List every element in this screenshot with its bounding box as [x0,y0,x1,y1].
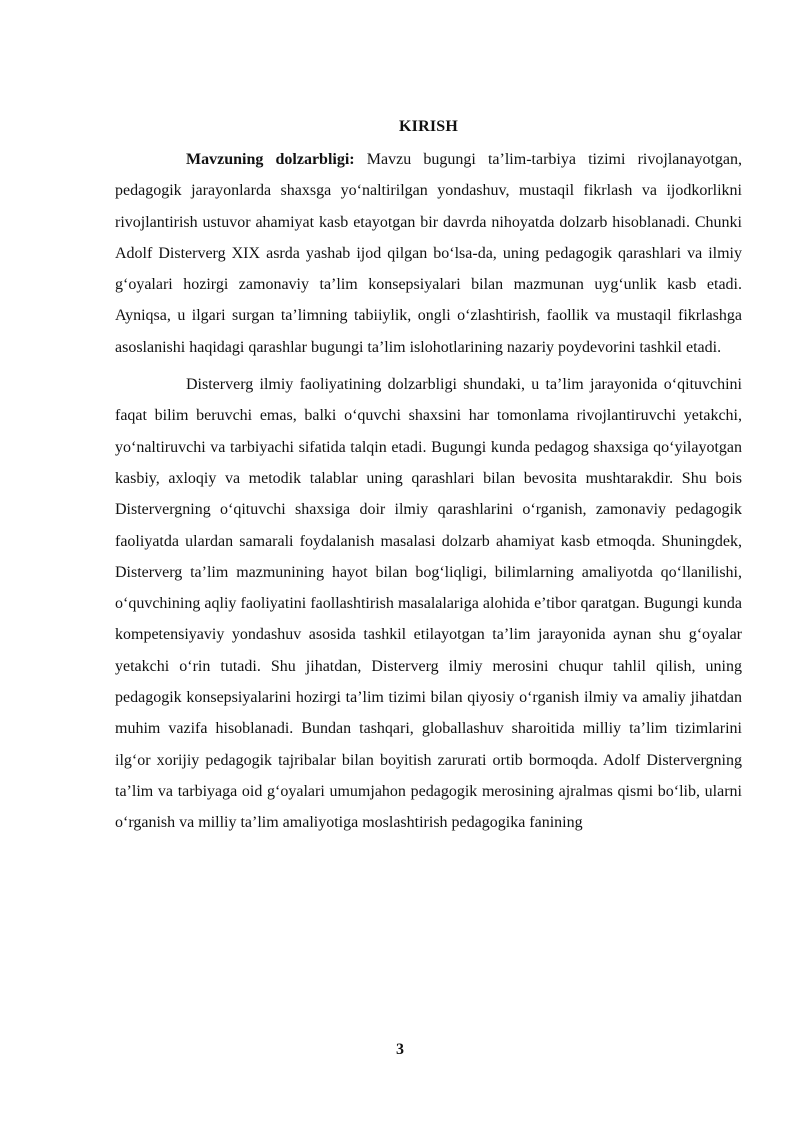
section-title: KIRISH [399,118,458,135]
paragraph-lead: Mavzuning dolzarbligi: [186,151,355,168]
paragraph-disterverg: Disterverg ilmiy faoliyatining dolzarbligi shundaki, u ta’lim jarayonida o‘qituvchini faqat bilim beruvchi emas, balki o‘quvchi shaxsini har tomonlama rivojlantiruvchi yetakchi, yo‘naltiruvchi va tarbiyachi sifatida talqin etadi. Bugungi kunda pedagog shaxsiga qo‘yilayotgan kasbiy, axloqiy va metodik talablar uning qarashlari bilan bevosita mushtarakdir. Shu bois Distervergning o‘qituvchi shaxsiga doir ilmiy qarashlarini o‘rganish, zamonaviy pedagogik faoliyatda ulardan samarali foydalanish masalasi dolzarb ahamiyat kasb etmoqda. Shuningdek, Disterverg ta’lim mazmunining hayot bilan bog‘liqligi, bilimlarning amaliyotda qo‘llanilishi, o‘quvchining aqliy faoliyatini faollashtirish masalalariga alohida e’tibor qaratgan. Bugungi kunda kompetensiyaviy yondashuv asosida tashkil etilayotgan ta’lim jarayonida aynan shu g‘oyalar yetakchi o‘rin tutadi. Shu jihatdan, Disterverg ilmiy merosini chuqur tahlil qilish, uning pedagogik konsepsiyalarini hozirgi ta’lim tizimi bilan qiyosiy o‘rganish ilmiy va amaliy jihatdan muhim vazifa hisoblanadi. Bundan tashqari, globallashuv sharoitida milliy ta’lim tizimlarini ilg‘or xorijiy pedagogik tajribalar bilan boyitish zarurati ortib bormoqda. Adolf Distervergning ta’lim va tarbiyaga oid g‘oyalari umumjahon pedagogik merosining ajralmas qismi bo‘lib, ularni o‘rganish va milliy ta’lim amaliyotiga moslashtirish pedagogika fanining [115,376,742,832]
paragraph-relevance [115,144,742,363]
page-number: 3 [396,1041,404,1058]
document-page [115,112,742,845]
paragraph-body: Mavzu bugungi ta’lim-tarbiya tizimi rivojlanayotgan, pedagogik jarayonlarda shaxsga yo‘naltirilgan yondashuv, mustaqil fikrlash va ijodkorlikni rivojlantirish ustuvor ahamiyat kasb etayotgan bir davrda nihoyatda dolzarb hisoblanadi. Chunki Adolf Disterverg XIX asrda yashab ijod qilgan bo‘lsa-da, uning pedagogik qarashlari va ilmiy g‘oyalari hozirgi zamonaviy ta’lim konsepsiyalari bilan mazmunan uyg‘unlik kasb etadi. Ayniqsa, u ilgari surgan ta’limning tabiiylik, ongli o‘zlashtirish, faollik va mustaqil fikrlashga asoslanishi haqidagi qarashlar bugungi ta’lim islohotlarining nazariy poydevorini tashkil etadi. [115,151,743,356]
